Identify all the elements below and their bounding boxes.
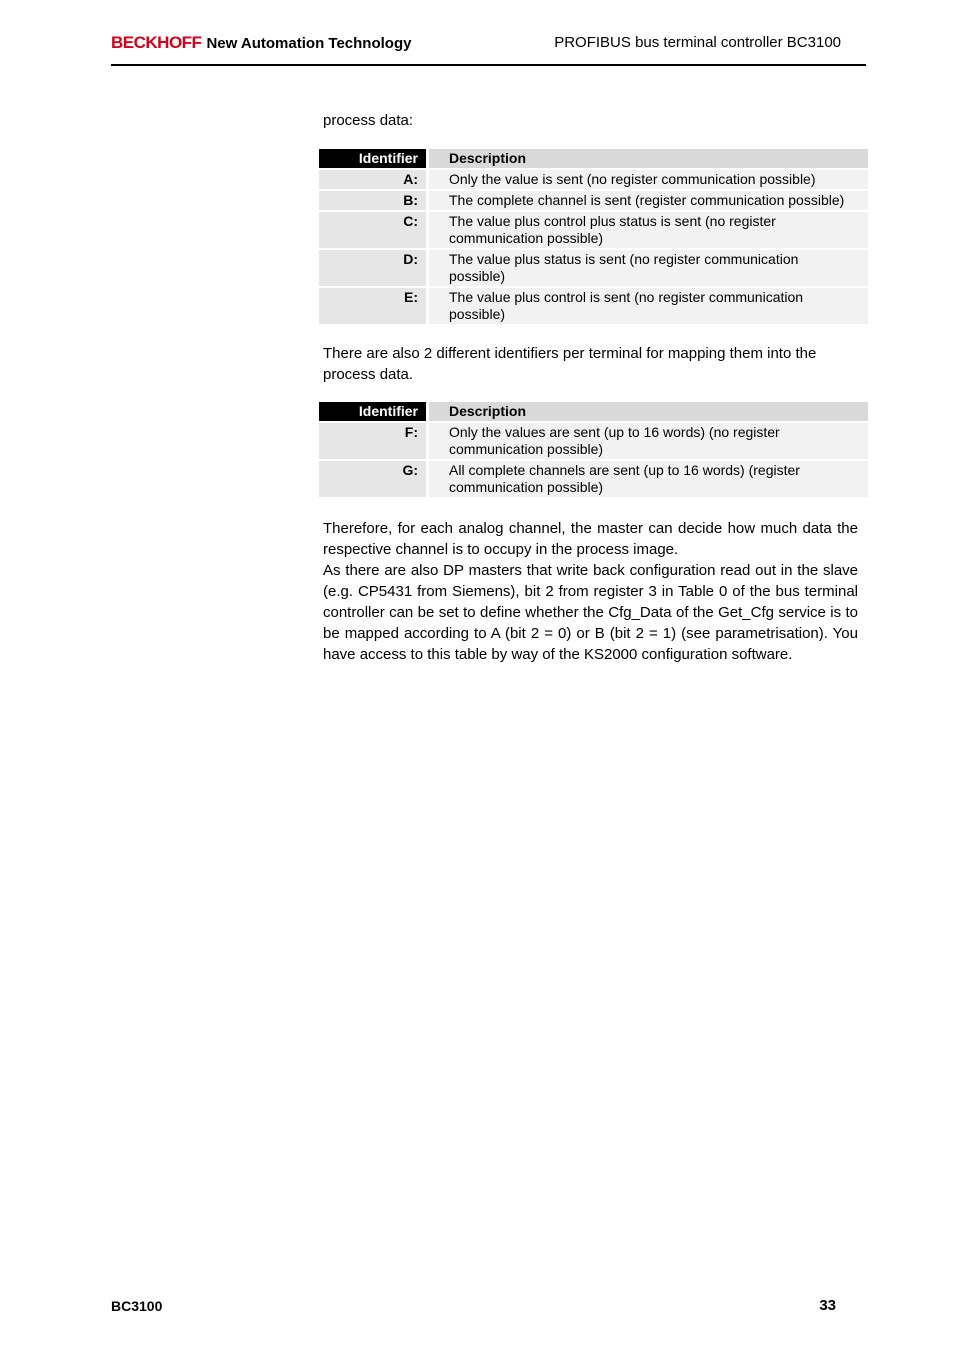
description-cell: The value plus control is sent (no register communication possible) xyxy=(426,288,868,324)
description-cell: All complete channels are sent (up to 16 words) (register communication possible) xyxy=(426,461,868,497)
description-cell: Only the values are sent (up to 16 words) (no register communication possible) xyxy=(426,423,868,459)
identifier-cell: D: xyxy=(319,250,426,286)
logo-tagline: New Automation Technology xyxy=(206,35,412,52)
document-title: PROFIBUS bus terminal controller BC3100 xyxy=(554,34,841,51)
identifier-table-2 xyxy=(319,400,868,499)
identifier-cell: F: xyxy=(319,423,426,459)
body-section xyxy=(323,518,858,665)
page-header xyxy=(111,30,866,66)
description-cell: The value plus control plus status is sent (no register communication possible) xyxy=(426,212,868,248)
description-column-header: Description xyxy=(426,402,868,421)
body-paragraph: As there are also DP masters that write back configuration read out in the slave (e.g. CP5431 from Siemens), bit 2 from register 3 in Table 0 of the bus terminal controller can be set to define whether the Cfg_Data of the Get_Cfg service is to be mapped according to A (bit 2 = 0) or B (bit 2 = 1) (see parametrisation). You have access to this table by way of the KS2000 configuration software. xyxy=(323,562,858,663)
beckhoff-logo xyxy=(111,33,411,53)
table-row xyxy=(319,461,868,497)
identifier-cell: B: xyxy=(319,191,426,210)
body-paragraph: There are also 2 different identifiers per terminal for mapping them into the process data. xyxy=(323,345,817,383)
identifier-cell: E: xyxy=(319,288,426,324)
table-row xyxy=(319,170,868,189)
table-header-row xyxy=(319,149,868,168)
identifier-cell: A: xyxy=(319,170,426,189)
table-header-row xyxy=(319,402,868,421)
description-cell: Only the value is sent (no register communication possible) xyxy=(426,170,868,189)
description-cell: The value plus status is sent (no register communication possible) xyxy=(426,250,868,286)
table-row xyxy=(319,423,868,459)
footer-product: BC3100 xyxy=(111,1298,163,1314)
identifier-cell: C: xyxy=(319,212,426,248)
identifier-column-header: Identifier xyxy=(319,149,426,168)
identifier-cell: G: xyxy=(319,461,426,497)
table-row xyxy=(319,191,868,210)
intro-text: process data: xyxy=(323,112,414,129)
logo-brand: BECKHOFF xyxy=(111,33,202,52)
body-paragraph: Therefore, for each analog channel, the master can decide how much data the respective channel is to occupy in the process image. xyxy=(323,520,858,558)
description-cell: The complete channel is sent (register communication possible) xyxy=(426,191,868,210)
table-row xyxy=(319,250,868,286)
description-column-header: Description xyxy=(426,149,868,168)
table-row xyxy=(319,212,868,248)
table-row xyxy=(319,288,868,324)
page-number: 33 xyxy=(819,1297,836,1314)
identifier-column-header: Identifier xyxy=(319,402,426,421)
identifier-table-1 xyxy=(319,147,868,326)
